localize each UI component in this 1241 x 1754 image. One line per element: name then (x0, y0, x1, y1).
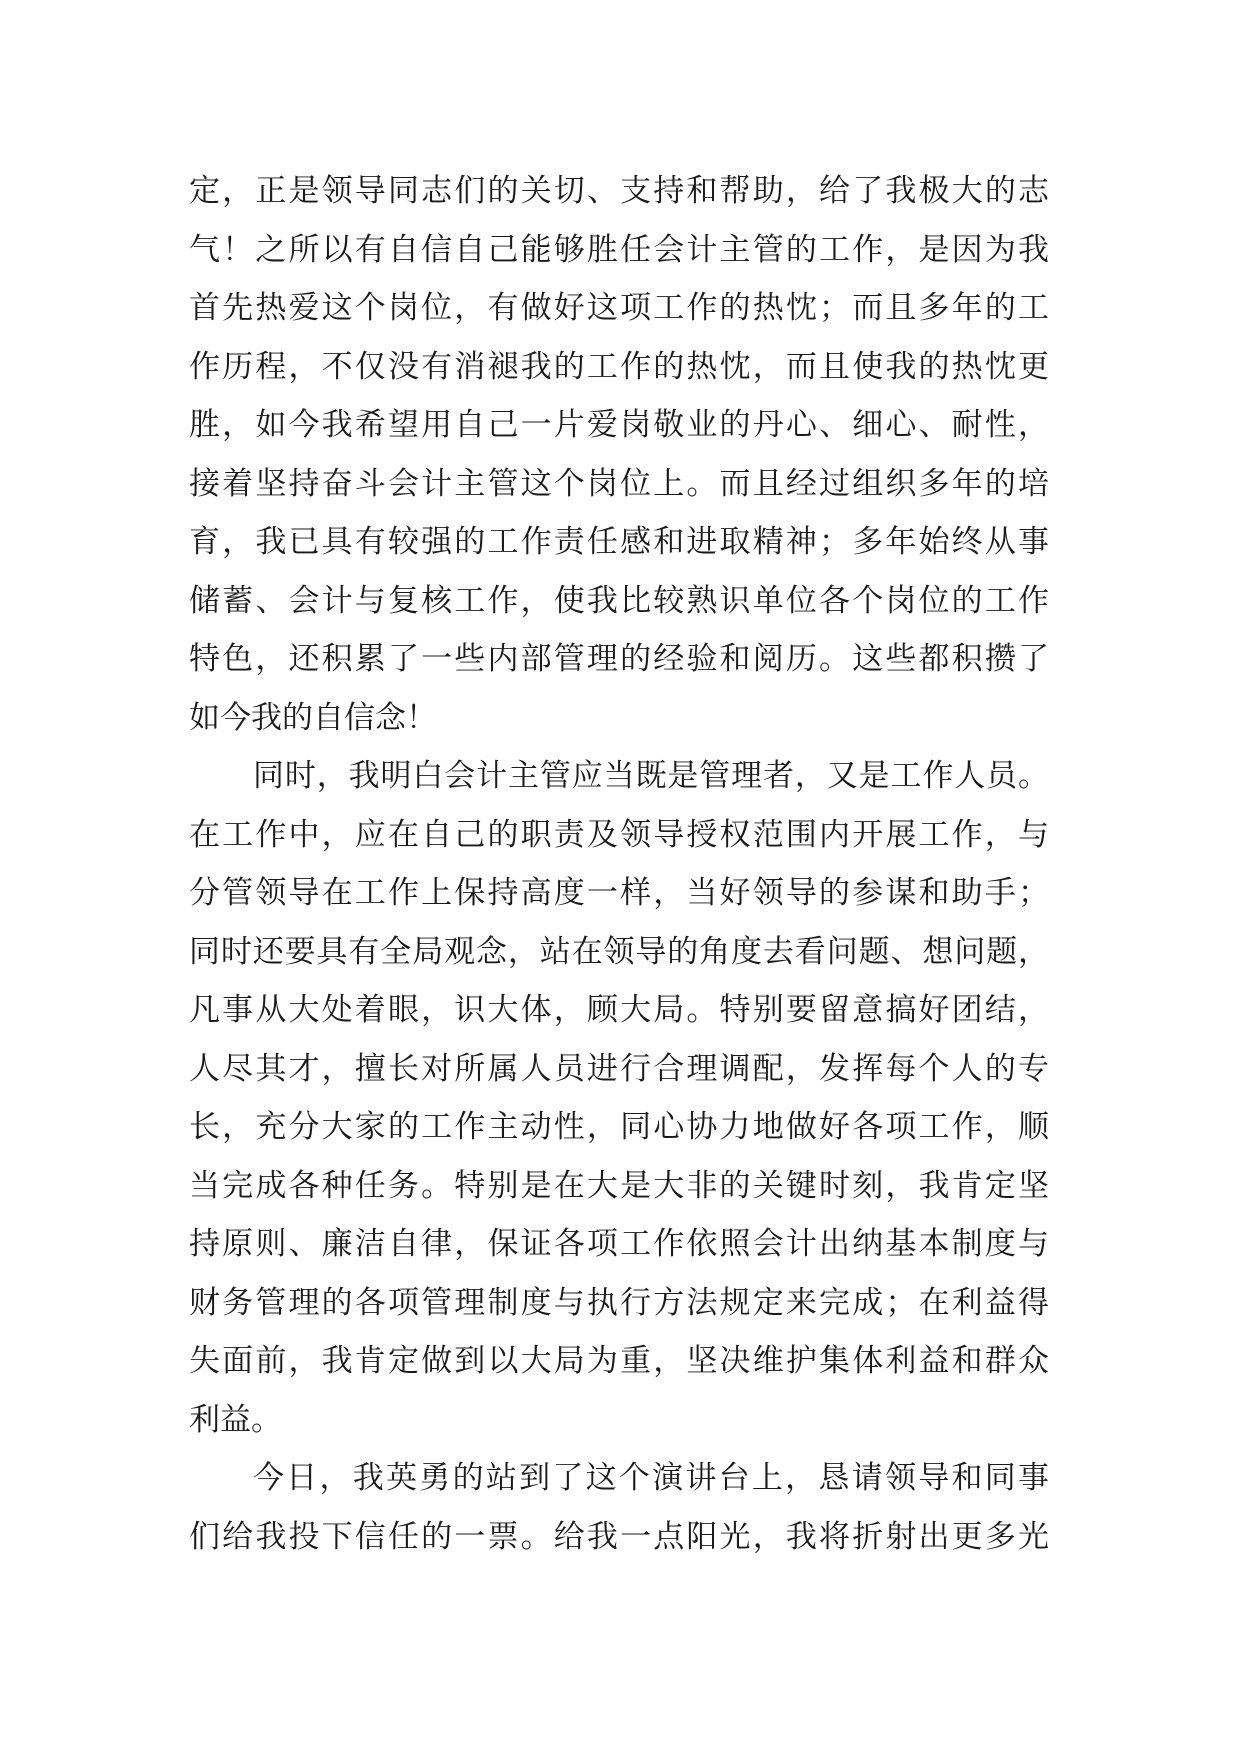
text-line: 失面前，我肯定做到以大局为重，坚决维护集体利益和群众 (189, 1343, 1049, 1379)
text-line: 人尽其才，擅长对所属人员进行合理调配，发挥每个人的专 (189, 1050, 1049, 1087)
text-line: 分管领导在工作上保持高度一样，当好领导的参谋和助手； (189, 875, 1049, 911)
text-line: 们给我投下信任的一票。给我一点阳光，我将折射出更多光 (189, 1518, 1049, 1555)
text-line: 首先热爱这个岗位，有做好这项工作的热忱；而且多年的工 (189, 290, 1049, 326)
text-line: 储蓄、会计与复核工作，使我比较熟识单位各个岗位的工作 (189, 582, 1049, 619)
text-line: 财务管理的各项管理制度与执行方法规定来完成；在利益得 (189, 1284, 1049, 1321)
text-line: 同时，我明白会计主管应当既是管理者，又是工作人员。 (253, 758, 1049, 794)
text-line: 胜，如今我希望用自己一片爱岗敬业的丹心、细心、耐性， (189, 407, 1049, 443)
text-line: 长，充分大家的工作主动性，同心协力地做好各项工作，顺 (189, 1109, 1049, 1145)
text-line: 同时还要具有全局观念，站在领导的角度去看问题、想问题， (189, 933, 1049, 970)
text-line: 如今我的自信念！ (189, 699, 437, 736)
text-line: 接着坚持奋斗会计主管这个岗位上。而且经过组织多年的培 (189, 465, 1049, 502)
text-line: 作历程，不仅没有消褪我的工作的热忱，而且使我的热忱更 (189, 348, 1049, 385)
text-line: 育，我已具有较强的工作责任感和进取精神；多年始终从事 (189, 524, 1049, 560)
text-line: 气！之所以有自信自己能够胜任会计主管的工作，是因为我 (189, 231, 1049, 268)
text-line: 凡事从大处着眼，识大体，顾大局。特别要留意搞好团结， (189, 992, 1049, 1028)
text-line: 持原则、廉洁自律，保证各项工作依照会计出纳基本制度与 (189, 1226, 1049, 1262)
text-line: 今日，我英勇的站到了这个演讲台上，恳请领导和同事 (253, 1460, 1049, 1496)
text-line: 当完成各种任务。特别是在大是大非的关键时刻，我肯定坚 (189, 1167, 1049, 1204)
text-line: 利益。 (189, 1401, 282, 1438)
text-line: 在工作中，应在自己的职责及领导授权范围内开展工作，与 (189, 816, 1049, 853)
text-line: 特色，还积累了一些内部管理的经验和阅历。这些都积攒了 (189, 641, 1049, 677)
text-line: 定，正是领导同志们的关切、支持和帮助，给了我极大的志 (189, 173, 1049, 209)
document-body (189, 162, 1049, 1566)
